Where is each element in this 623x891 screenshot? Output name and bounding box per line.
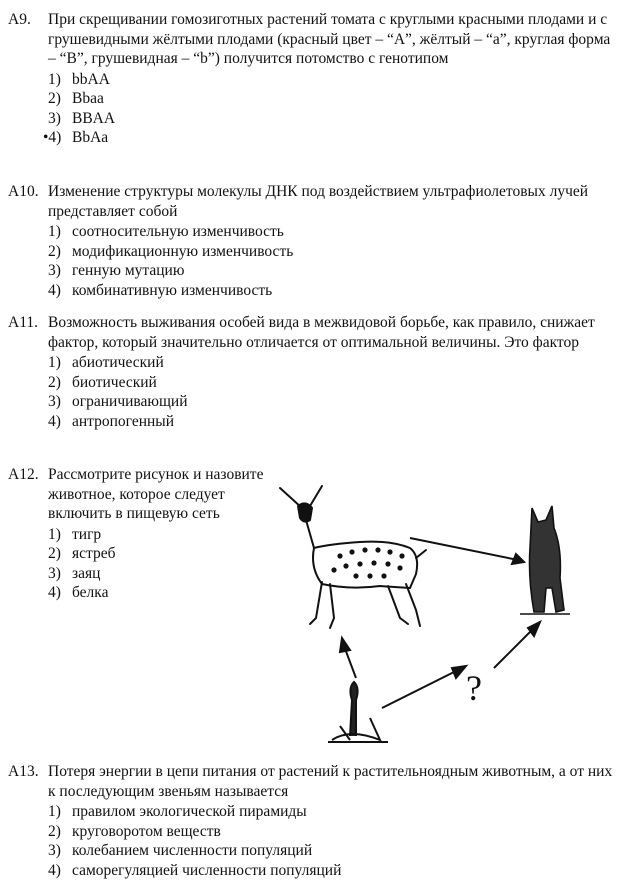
answer-option[interactable] — [48, 392, 613, 412]
question-a10 — [8, 182, 613, 300]
answer-option[interactable] — [48, 242, 613, 262]
option-number: 2) — [48, 90, 61, 107]
food-web-drawing — [270, 478, 610, 748]
option-text: Bbaa — [72, 90, 104, 107]
option-number: 1) — [48, 525, 61, 543]
answer-options — [48, 802, 613, 880]
option-number: •4) — [43, 129, 62, 146]
question-stem: При скрещивании гомозиготных растений томата с круглыми красными плодами и с грушевидными жёлтыми плодами (красный цвет – “А”, жёлтый – “а”, круглая форма – “В”, грушевидная – “b”) получится потомство с генотипом — [48, 11, 611, 67]
option-number: 1) — [48, 803, 61, 820]
option-text: саморегуляцией численности популяций — [72, 861, 342, 879]
answer-option[interactable] — [48, 841, 613, 861]
answer-option[interactable] — [48, 583, 268, 603]
question-stem: Рассмотрите рисунок и назовите животное, которое следует включить в пищевую сеть — [48, 466, 264, 522]
option-number: 1) — [48, 223, 61, 240]
option-text: BbAa — [72, 129, 109, 146]
question-number: А13. — [8, 763, 39, 780]
option-text: генную мутацию — [72, 262, 185, 279]
question-stem: Возможность выживания особей вида в межвидовой борьбе, как правило, снижает фактор, который значительно отличается от оптимальной величины. Это фактор — [48, 314, 595, 351]
question-a13 — [8, 762, 613, 880]
option-text: антропогенный — [72, 412, 175, 430]
answer-option[interactable] — [48, 525, 268, 545]
option-text: белка — [72, 584, 109, 601]
question-stem: Потеря энергии в цепи питания от растений к растительноядным животным, а от них к последующим звеньям называется — [48, 763, 613, 800]
option-number: 3) — [48, 393, 61, 410]
option-number: 2) — [48, 545, 61, 562]
option-number: 3) — [48, 262, 61, 279]
answer-option[interactable] — [48, 373, 613, 393]
answer-option[interactable] — [48, 412, 613, 432]
question-a12 — [8, 465, 268, 603]
option-text: модификационную изменчивость — [72, 242, 294, 260]
answer-option[interactable] — [48, 261, 613, 281]
answer-option[interactable] — [48, 109, 613, 129]
question-number: А11. — [8, 314, 38, 331]
wolf-icon — [520, 506, 570, 614]
option-number: 2) — [48, 373, 61, 391]
question-mark: ? — [466, 668, 482, 708]
question-stem: Изменение структуры молекулы ДНК под воздействием ультрафиолетовых лучей представляет собой — [48, 183, 589, 220]
answer-options — [43, 70, 613, 148]
answer-options — [48, 222, 613, 300]
option-text: биотический — [72, 373, 157, 391]
answer-option[interactable] — [48, 861, 613, 881]
answer-options — [48, 525, 268, 603]
option-number: 4) — [48, 281, 61, 299]
question-number: А10. — [8, 183, 39, 200]
answer-option[interactable] — [48, 802, 613, 822]
question-a11 — [8, 313, 613, 431]
option-text: ястреб — [72, 545, 116, 562]
answer-option[interactable] — [43, 128, 613, 148]
option-text: колебанием численности популяций — [72, 842, 313, 859]
answer-option[interactable] — [48, 822, 613, 842]
question-a9 — [8, 10, 613, 148]
option-number: 2) — [48, 822, 61, 840]
option-number: 4) — [48, 861, 61, 879]
option-text: соотносительную изменчивость — [72, 223, 284, 240]
option-text: правилом экологической пирамиды — [72, 803, 307, 820]
answer-option[interactable] — [48, 222, 613, 242]
option-number: 2) — [48, 242, 61, 260]
option-text: комбинативную изменчивость — [72, 281, 273, 299]
answer-option[interactable] — [48, 70, 613, 90]
deer-icon — [280, 486, 426, 628]
answer-option[interactable] — [48, 281, 613, 301]
option-text: заяц — [72, 564, 101, 582]
option-number: 1) — [48, 354, 61, 371]
question-number: А9. — [8, 11, 31, 28]
food-web-figure — [270, 478, 610, 748]
option-text: bbAA — [72, 70, 110, 88]
option-number: 3) — [48, 842, 61, 859]
option-text: абиотический — [72, 354, 164, 371]
arrow-icon — [340, 538, 540, 708]
answer-option[interactable] — [48, 89, 613, 109]
answer-option[interactable] — [48, 544, 268, 564]
answer-option[interactable] — [48, 564, 268, 584]
option-number: 3) — [48, 564, 61, 582]
option-text: BBAA — [72, 109, 116, 127]
option-number: 4) — [48, 412, 61, 430]
option-number: 4) — [48, 584, 61, 601]
option-text: тигр — [72, 525, 102, 543]
option-text: ограничивающий — [72, 393, 188, 410]
option-number: 3) — [48, 109, 61, 127]
option-number: 1) — [48, 70, 61, 88]
answer-option[interactable] — [48, 353, 613, 373]
answer-options — [48, 353, 613, 431]
question-number: А12. — [8, 466, 39, 483]
plant-icon — [328, 682, 388, 742]
option-text: круговоротом веществ — [72, 822, 221, 840]
